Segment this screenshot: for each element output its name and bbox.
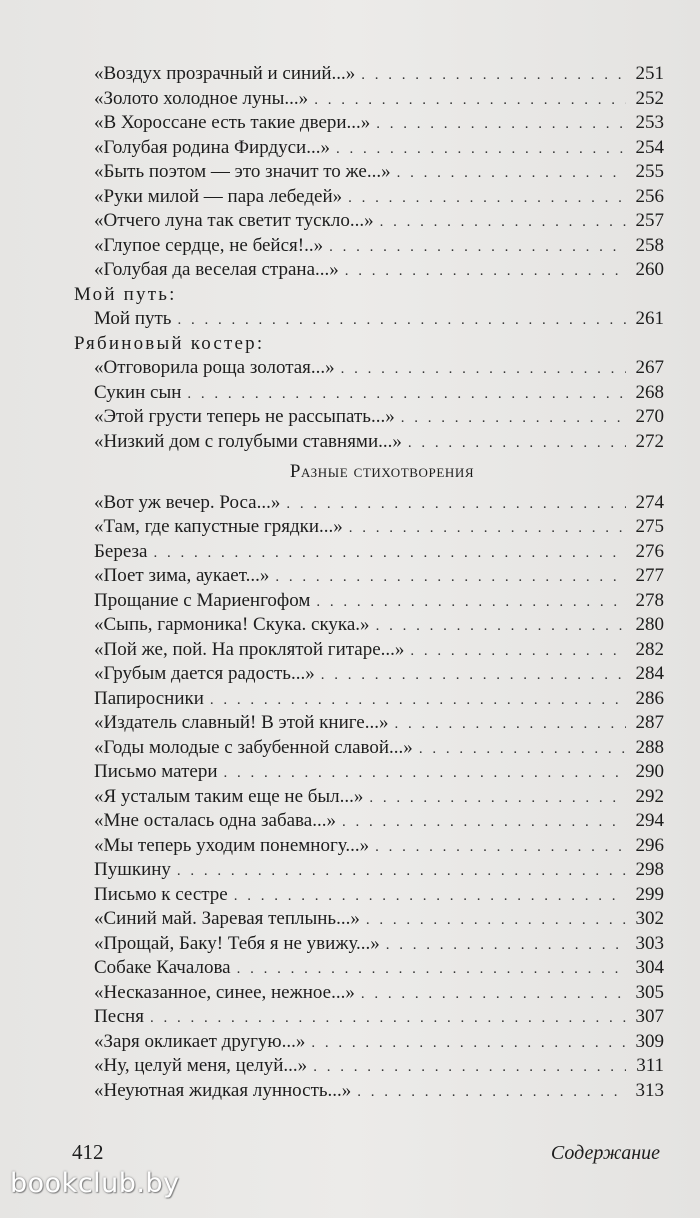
dot-leader <box>210 688 626 713</box>
toc-entry-title: «Неуютная жидкая лунность...» <box>94 1079 352 1101</box>
dot-leader <box>342 810 626 835</box>
toc-entry-title: «Этой грусти теперь не рассыпать...» <box>94 406 395 427</box>
dot-leader <box>376 614 626 639</box>
toc-entry <box>86 136 664 161</box>
toc-entry-page: 298 <box>635 859 664 880</box>
dot-leader <box>177 308 626 333</box>
toc-entry-page: 294 <box>635 810 664 831</box>
toc-entry-title: Папиросники <box>94 687 204 709</box>
toc-entry-page: 290 <box>635 761 664 782</box>
toc-entry-title: «Несказанное, синее, нежное...» <box>94 981 355 1003</box>
toc-entry <box>86 62 664 87</box>
toc-entry-title: Береза <box>94 540 148 562</box>
dot-leader <box>336 137 626 162</box>
dot-leader <box>349 516 626 541</box>
toc-entry-title: Собаке Качалова <box>94 957 231 978</box>
toc-entry-title: «Издатель славный! В этой книге...» <box>94 712 389 733</box>
toc-entry-title: «Я усталым таким еще не был...» <box>94 785 364 807</box>
toc-entry <box>86 405 664 430</box>
toc-entry-page: 286 <box>635 687 664 709</box>
toc-entry <box>86 711 664 736</box>
toc-entry <box>86 932 664 957</box>
toc-entry-title: «Вот уж вечер. Роса...» <box>94 491 281 513</box>
toc-entry-page: 258 <box>635 234 664 256</box>
toc-entry-page: 260 <box>635 259 664 280</box>
dot-leader <box>224 761 627 786</box>
dot-leader <box>341 357 626 382</box>
toc-entry-title: «В Хороссане есть такие двери...» <box>94 112 371 133</box>
dot-leader <box>380 210 626 235</box>
toc-entry-page: 277 <box>635 565 664 586</box>
toc-entry <box>86 687 664 712</box>
toc-entry <box>86 883 664 908</box>
dot-leader <box>313 1055 626 1080</box>
toc-entry <box>86 515 664 540</box>
dot-leader <box>286 492 626 517</box>
toc-entry-title: Песня <box>94 1006 144 1027</box>
toc-entry-page: 251 <box>635 63 664 84</box>
toc-entry <box>86 589 664 614</box>
dot-leader <box>375 835 626 860</box>
toc-entry <box>86 638 664 663</box>
toc-entry-title: «Воздух прозрачный и синий...» <box>94 63 356 84</box>
toc-entry <box>86 491 664 516</box>
toc-entry <box>86 209 664 234</box>
toc-entry <box>86 613 664 638</box>
toc-entry-title: Письмо к сестре <box>94 883 228 905</box>
toc-entry-title: Пушкину <box>94 859 171 880</box>
toc-entry <box>86 160 664 185</box>
toc-entry-title: «Сыпь, гармоника! Скука. скука.» <box>94 614 370 635</box>
toc-entry <box>86 1030 664 1055</box>
toc-group-1 <box>86 62 664 283</box>
toc-entry-page: 305 <box>635 981 664 1003</box>
dot-leader <box>187 382 626 407</box>
toc-entry <box>86 234 664 259</box>
toc-entry-title: «Золото холодное луны...» <box>94 87 309 109</box>
toc-entry-page: 292 <box>635 785 664 807</box>
dot-leader <box>369 786 626 811</box>
toc-group-3 <box>86 356 664 454</box>
dot-leader <box>366 908 626 933</box>
toc-entry-title: «Грубым дается радость...» <box>94 663 315 684</box>
toc-entry-title: «Голубая родина Фирдуси...» <box>94 136 330 158</box>
dot-leader <box>275 565 626 590</box>
toc-entry <box>86 981 664 1006</box>
toc-entry-page: 309 <box>635 1030 664 1052</box>
toc-entry-page: 304 <box>635 957 664 978</box>
toc-entry-page: 282 <box>635 638 664 660</box>
toc-entry-page: 280 <box>635 614 664 635</box>
toc-entry <box>86 834 664 859</box>
toc-entry-page: 274 <box>635 491 664 513</box>
section-heading-ryabinovy-koster: Рябиновый костер: <box>74 332 265 354</box>
toc-entry-page: 278 <box>635 589 664 611</box>
toc-entry-page: 272 <box>635 430 664 452</box>
toc-entry <box>86 381 664 406</box>
toc-entry-title: «Руки милой — пара лебедей» <box>94 185 343 207</box>
toc-entry-title: «Ну, целуй меня, целуй...» <box>94 1055 308 1076</box>
dot-leader <box>177 859 626 884</box>
page-number: 412 <box>72 1140 104 1164</box>
toc-entry <box>86 736 664 761</box>
dot-leader <box>394 712 626 737</box>
toc-entry <box>86 564 664 589</box>
toc-entry <box>86 356 664 381</box>
dot-leader <box>386 933 626 958</box>
section-title-raznye: Разные стихотворения <box>289 461 475 482</box>
dot-leader <box>401 406 626 431</box>
toc-entry <box>86 87 664 112</box>
toc-entry-page: 255 <box>635 161 664 182</box>
toc-entry-title: «Голубая да веселая страна...» <box>94 259 339 280</box>
toc-entry-page: 257 <box>635 210 664 231</box>
toc-entry <box>86 907 664 932</box>
toc-entry-title: Сукин сын <box>94 381 182 403</box>
dot-leader <box>361 63 626 88</box>
dot-leader <box>410 639 626 664</box>
toc-entry-page: 276 <box>635 540 664 562</box>
toc-entry-page: 302 <box>635 908 664 929</box>
toc-entry-page: 275 <box>635 516 664 537</box>
toc-entry <box>86 662 664 687</box>
toc-entry-page: 303 <box>635 932 664 954</box>
toc-entry-title: «Глупое сердце, не бейся!..» <box>94 234 324 256</box>
table-of-contents <box>74 62 664 1103</box>
toc-entry-page: 299 <box>635 883 664 905</box>
toc-entry-page: 288 <box>635 736 664 758</box>
toc-entry-page: 253 <box>635 112 664 133</box>
toc-entry <box>86 111 664 136</box>
toc-entry-title: «Синий май. Заревая теплынь...» <box>94 908 360 929</box>
toc-entry <box>86 1079 664 1104</box>
dot-leader <box>345 259 626 284</box>
dot-leader <box>329 235 626 260</box>
dot-leader <box>237 957 626 982</box>
watermark-logo: bookclub.by <box>10 1168 180 1199</box>
toc-entry <box>86 185 664 210</box>
toc-entry <box>86 956 664 981</box>
toc-entry <box>86 760 664 785</box>
toc-entry-title: «Годы молодые с забубенной славой...» <box>94 736 413 758</box>
toc-entry <box>86 307 664 332</box>
toc-entry <box>86 430 664 455</box>
toc-entry-page: 270 <box>635 406 664 427</box>
toc-entry-page: 261 <box>635 308 664 329</box>
toc-entry <box>86 858 664 883</box>
toc-entry-title: «Низкий дом с голубыми ставнями...» <box>94 430 402 452</box>
running-title: Содержание <box>550 1142 660 1164</box>
toc-entry <box>86 1054 664 1079</box>
dot-leader <box>314 88 626 113</box>
dot-leader <box>321 663 626 688</box>
dot-leader <box>361 982 626 1007</box>
toc-entry-title: «Заря окликает другую...» <box>94 1030 306 1052</box>
toc-entry-page: 284 <box>635 663 664 684</box>
toc-entry-title: «Отговорила роща золотая...» <box>94 357 335 378</box>
toc-entry-page: 256 <box>635 185 664 207</box>
dot-leader <box>419 737 626 762</box>
section-heading-my-path: Мой путь: <box>74 283 177 305</box>
dot-leader <box>316 590 626 615</box>
dot-leader <box>357 1080 626 1105</box>
toc-entry-page: 267 <box>635 357 664 378</box>
toc-entry-title: «Пой же, пой. На проклятой гитаре...» <box>94 638 405 660</box>
dot-leader <box>311 1031 626 1056</box>
toc-entry-page: 313 <box>635 1079 664 1101</box>
dot-leader <box>376 112 626 137</box>
toc-group-2 <box>86 307 664 332</box>
toc-entry-title: Письмо матери <box>94 761 218 782</box>
toc-entry-page: 287 <box>635 712 664 733</box>
toc-entry-title: «Поет зима, аукает...» <box>94 565 270 586</box>
dot-leader <box>397 161 626 186</box>
toc-entry-page: 296 <box>635 834 664 856</box>
toc-entry <box>86 540 664 565</box>
toc-entry-page: 268 <box>635 381 664 403</box>
toc-entry <box>86 785 664 810</box>
toc-entry-page: 252 <box>635 87 664 109</box>
toc-entry-title: «Быть поэтом — это значит то же...» <box>94 161 391 182</box>
dot-leader <box>234 884 626 909</box>
toc-entry-title: Прощание с Мариенгофом <box>94 589 311 611</box>
toc-entry <box>86 258 664 283</box>
toc-entry-title: «Прощай, Баку! Тебя я не увижу...» <box>94 932 380 954</box>
toc-entry-page: 311 <box>636 1055 664 1076</box>
toc-entry-title: «Мы теперь уходим понемногу...» <box>94 834 370 856</box>
toc-entry-title: «Мне осталась одна забава...» <box>94 810 336 831</box>
toc-entry-title: «Отчего луна так светит тускло...» <box>94 210 374 231</box>
toc-group-4 <box>86 491 664 1104</box>
dot-leader <box>408 431 626 456</box>
toc-entry <box>86 809 664 834</box>
toc-entry-title: «Там, где капустные грядки...» <box>94 516 343 537</box>
dot-leader <box>150 1006 626 1031</box>
dot-leader <box>348 186 626 211</box>
dot-leader <box>153 541 626 566</box>
toc-entry-page: 254 <box>635 136 664 158</box>
toc-entry <box>86 1005 664 1030</box>
toc-entry-title: Мой путь <box>94 308 172 329</box>
toc-entry-page: 307 <box>635 1006 664 1027</box>
